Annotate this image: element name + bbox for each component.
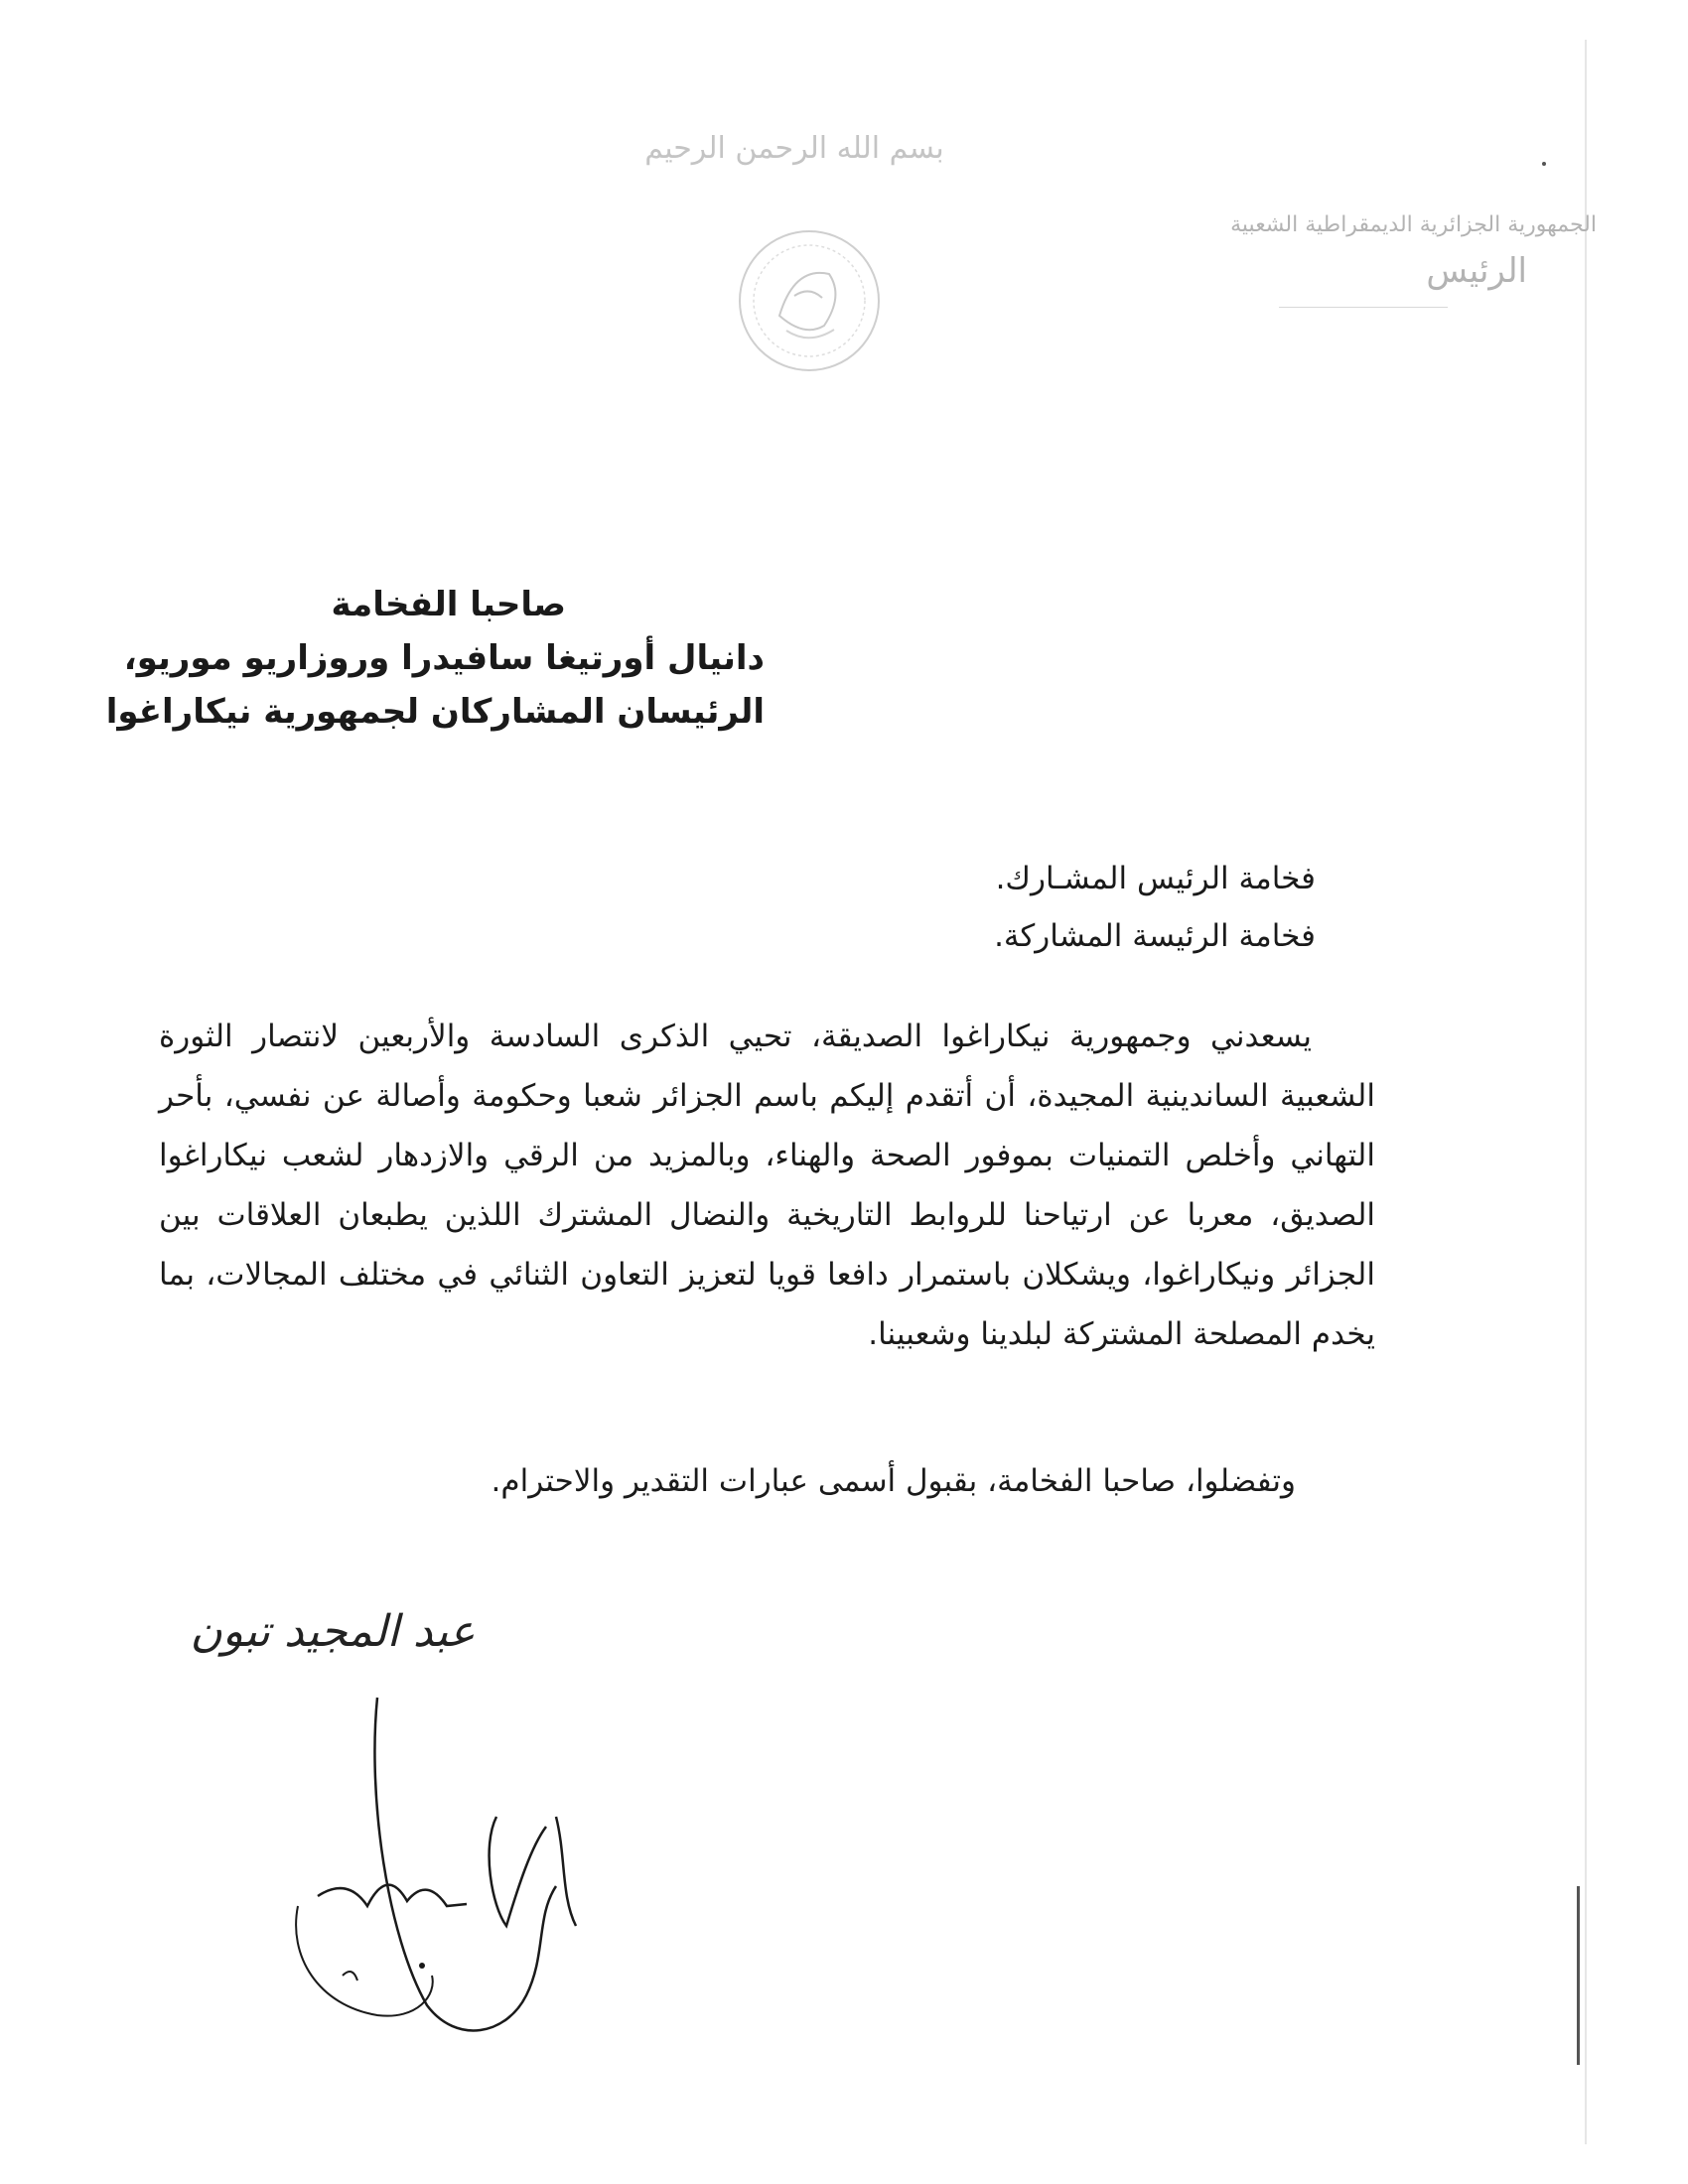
addressee-role: الرئيسان المشاركان لجمهورية نيكاراغوا [105,692,765,732]
salutations [621,850,1316,965]
handwritten-signature-icon [258,1678,635,2055]
addressee-title: صاحبا الفخامة [331,585,566,624]
scan-edge-mark [1577,1886,1580,2065]
signatory-name: عبد المجيد تبون [190,1606,476,1657]
addressee-names: دانيال أورتيغا سافيدرا وروزاريو موريو، [123,638,765,678]
scan-edge-line [1585,40,1587,2144]
salutation-female: فخامة الرئيسة المشاركة. [994,918,1316,954]
office-title: الرئيس [1426,251,1527,291]
salutation-male: فخامة الرئيس المشـارك. [995,861,1316,896]
scan-dot [1542,162,1546,166]
republic-name: الجمهورية الجزائرية الديمقراطية الشعبية [1230,212,1597,237]
addressee-block [105,578,765,739]
letterhead [1140,212,1597,308]
letter-body: يسعدني وجمهورية نيكاراغوا الصديقة، تحيي الذكرى السادسة والأربعين لانتصار الثورة الشعبية الساندينية المجيدة، أن أتقدم إليكم باسم الجزائر شعبا وحكومة وأصالة عن نفسي، بأحر التهاني وأخلص التمنيات بموفور الصحة والهناء، وبالمزيد من الرقي والازدهار لشعب نيكاراغوا الصديق، معربا عن ارتياحنا للروابط التاريخية والنضال المشترك اللذين يطبعان العلاقات بين الجزائر ونيكاراغوا، ويشكلان باستمرار دافعا قويا لتعزيز التعاون الثنائي في مختلف المجالات، بما يخدم المصلحة المشتركة لبلدينا وشعبينا. [159,1019,1375,1352]
letterhead-divider [1279,307,1448,308]
state-emblem-icon [735,226,884,375]
basmala: بسم الله الرحمن الرحيم [644,131,944,166]
closing-line: وتفضلوا، صاحبا الفخامة، بقبول أسمى عبارات التقدير والاحترام. [491,1463,1296,1499]
